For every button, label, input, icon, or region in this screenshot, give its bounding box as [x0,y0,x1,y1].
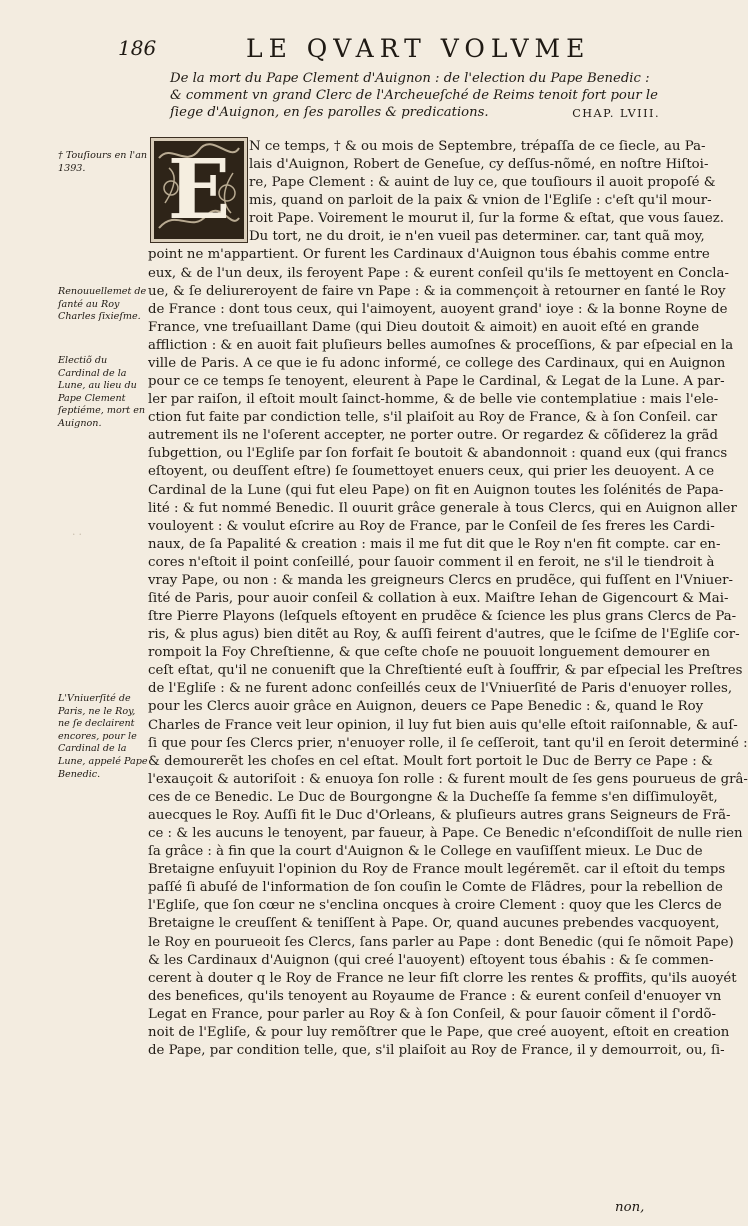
text-line: Charles de France veit leur opinion, il luy fut bien auis qu'elle eſtoit raiſonnable, & auſ- [148,717,738,733]
text-line: ces de ce Benedic. Le Duc de Bourgongne & la Ducheſſe ſa femme s'en diſſimuloyẽt, [148,789,718,805]
chapter-number: CHAP. LVIII. [572,107,660,121]
text-line: paſſé ſi abuſé de l'information de ſon couſin le Comte de Flãdres, pour la rebellion de [148,880,723,896]
text-line: pour les Clercs auoir grâce en Auignon, deuers ce Pape Benedic : &, quand le Roy [148,699,704,715]
text-line: ce : & les aucuns le tenoyent, par faueur, à Pape. Ce Benedic n'eſcondiſſoit de nulle rien [148,826,743,842]
text-line: eſtoyent, ou deuſſent eſtre) ſe ſoumettoyet enuers ceux, qui prier les deuoyent. A ce [148,464,715,480]
chapter-title: De la mort du Pape Clement d'Auignon : de l'election du Pape Benedic : & comment vn grand Clerc de l'Archeueſché de Reims tenoit fort pour le ſiege d'Auignon, en ſes parolles & predications. [170,71,658,121]
text-line: N ce temps, † & ou mois de Septembre, trépaſſa de ce ſiecle, au Pa- [249,139,706,154]
text-line: Du tort, ne du droit, ie n'en vueil pas determiner. car, tant quã moy, [249,229,705,245]
text-line: ler par raiſon, il eſtoit moult ſainct-homme, & de belle vie contemplatiue : mais l'ele- [148,392,719,408]
initial-letter: E [167,142,231,238]
text-line: pour ce ce temps ſe tenoyent, eleurent à Pape le Cardinal, & Legat de la Lune. A par- [148,374,725,390]
margin-note-3: Electiõ du Cardinal de la Lune, au lieu du Pape Clement ſeptiéme, mort en Auignon. [58,355,146,429]
text-line: de France : dont tous ceux, qui l'aimoyent, auoyent grand' ioye : & la bonne Royne de [148,301,728,317]
text-line: naux, de ſa Papalité & creation : mais il me fut dit que le Roy n'en fit compte. car en- [148,536,721,552]
margin-note-4: L'Vniuerſité de Paris, ne le Roy, ne ſe declairent encores, pour le Cardinal de la Lune, appelé Pape Benedic. [58,693,148,780]
text-line: l'Egliſe, que ſon cœur ne s'enclina oncques à croire Clement : quoy que les Clercs de [148,898,722,914]
text-line: Bretaigne enſuyuit l'opinion du Roy de France moult legéremẽt. car il eſtoit du temps [148,862,726,878]
text-line: le Roy en pourueoit ſes Clercs, ſans parler au Pape : dont Benedic (qui ſe nõmoit Pape) [148,934,734,950]
text-line: mis, quand on parloit de la paix & vnion de l'Egliſe : c'eſt qu'il mour- [249,193,712,209]
text-line: Bretaigne le creuſſent & teniſſent à Pape. Or, quand aucunes prebendes vacquoyent, [148,916,720,932]
page-header [118,36,658,66]
text-line: cores n'eſtoit il point conſeillé, pour ſauoir comment il en feroit, ne s'il le tiendroit à [148,554,715,570]
text-line: Legat en France, pour parler au Roy & à ſon Conſeil, & pour ſauoir cõment il ſ'ordõ- [148,1006,717,1022]
text-line: ceſt eſtat, qu'il ne conuenift que la Chreſtienté euſt à ſouffrir, & par eſpecial les Preſtres [148,663,743,679]
text-line: ſi que pour ſes Clercs prier, n'enuoyer rolle, il ſe ceſſeroit, tant qu'il en ſeroit determiné : [148,735,748,751]
running-title: LE QVART VOLVME [246,34,591,63]
text-line: cerent à douter q le Roy de France ne leur fiſt clorre les rentes & proffits, qu'ils auoyét [148,970,737,986]
show-through-mark: ·· [72,528,84,541]
text-line: vray Pape, ou non : & manda les greigneurs Clercs en prudẽce, qui fuſſent en l'Vniuer- [148,572,733,588]
text-line: ſubgettion, ou l'Egliſe par ſon forfait ſe boutoit & abandonnoit : quand eux (qui francs [148,446,728,462]
chapter-heading [170,70,660,123]
text-line: auecques le Roy. Auſſi fit le Duc d'Orleans, & pluſieurs autres grans Seigneurs de Frã- [148,807,731,823]
text-line: France, vne treſuaillant Dame (qui Dieu doutoit & aimoit) en auoit eſté en grande [148,319,700,335]
text-line: rompoit la Foy Chreſtienne, & que ceſte choſe ne pouuoit longuement demourer en [148,645,711,661]
text-line: ſtre Pierre Playons (leſquels eſtoyent en prudẽce & ſcience les plus grans Clercs de Pa- [148,609,737,625]
text-line: roit Pape. Voirement le mourut il, ſur la forme & eſtat, que vous ſauez. [249,211,724,227]
text-line: affliction : & en auoit fait pluſieurs belles aumoſnes & proceſſions, & par eſpecial en la [148,337,734,353]
text-line: & les Cardinaux d'Auignon (qui creé l'auoyent) eſtoyent tous ébahis : & ſe commen- [148,952,714,968]
text-line: de l'Egliſe : & ne furent adonc conſeillés ceux de l'Vniuerſité de Paris d'enuoyer rolles, [148,681,733,697]
margin-note-2: Renouuellemet de ſanté au Roy Charles ſixieſme. [58,286,147,323]
page-number: 186 [118,36,157,60]
text-line: re, Pape Clement : & auint de luy ce, que touſiours il auoit propoſé & [249,175,716,191]
margin-note-1: † Touſiours en l'an 1393. [58,150,148,174]
text-line: lité : & fut nommé Benedic. Il ouurit grâce generale à tous Clercs, qui en Auignon aller [148,500,737,516]
text-line: vouloyent : & voulut eſcrire au Roy de France, par le Conſeil de ſes freres les Cardi- [148,518,715,534]
text-line: l'exauçoit & autoriſoit : & enuoya ſon rolle : & furent moult de ſes gens pourueus de grâ- [148,771,748,787]
text-line: de Pape, par condition telle, que, s'il plaiſoit au Roy de France, il y demourroit, ou, ſi- [148,1043,725,1058]
text-line: eux, & de l'un deux, ils feroyent Pape : & eurent conſeil qu'ils ſe mettoyent en Concla- [148,265,729,281]
text-line: & demourerẽt les choſes en cel eſtat. Moult fort portoit le Duc de Berry ce Pape : & [148,753,713,769]
text-line: ris, & plus agus) bien ditẽt au Roy, & auſſi feirent d'autres, que le ſciſme de l'Egliſe cor- [148,627,740,643]
text-line: autrement ils ne l'oſerent accepter, ne porter outre. Or regardez & cõſiderez la grãd [148,428,718,444]
text-line: ſité de Paris, pour auoir conſeil & collation à eux. Maiſtre Iehan de Gigencourt & Mai- [148,591,729,606]
text-line: ſa grâce : à fin que la court d'Auignon & le College en vauſiſſent mieux. Le Duc de [148,844,703,860]
text-line: ction fut faite par condiction telle, s'il plaiſoit au Roy de France, & à ſon Conſeil. car [148,410,718,426]
text-line: point ne m'appartient. Or furent les Cardinaux d'Auignon tous ébahis comme entre [148,247,710,263]
text-line: ue, & ſe deliureroyent de faire vn Pape : & ia commençoit à retourner en ſanté le Roy [148,283,726,299]
text-line: lais d'Auignon, Robert de Geneſue, cy deſſus-nõmé, en noſtre Hiſtoi- [249,157,709,173]
text-line: Cardinal de la Lune (qui fut eleu Pape) on fit en Auignon toutes les ſolénités de Papa- [148,482,724,498]
text-line: noit de l'Egliſe, & pour luy remõſtrer que le Pape, que creé auoyent, eſtoit en creation [148,1024,730,1040]
catchword: non, [615,1200,645,1215]
text-line: des benefices, qu'ils tenoyent au Royaume de France : & eurent conſeil d'enuoyer vn [148,988,722,1004]
decorated-initial [150,137,248,243]
text-line: ville de Paris. A ce que ie fu adonc informé, ce college des Cardinaux, qui en Auignon [148,355,726,371]
